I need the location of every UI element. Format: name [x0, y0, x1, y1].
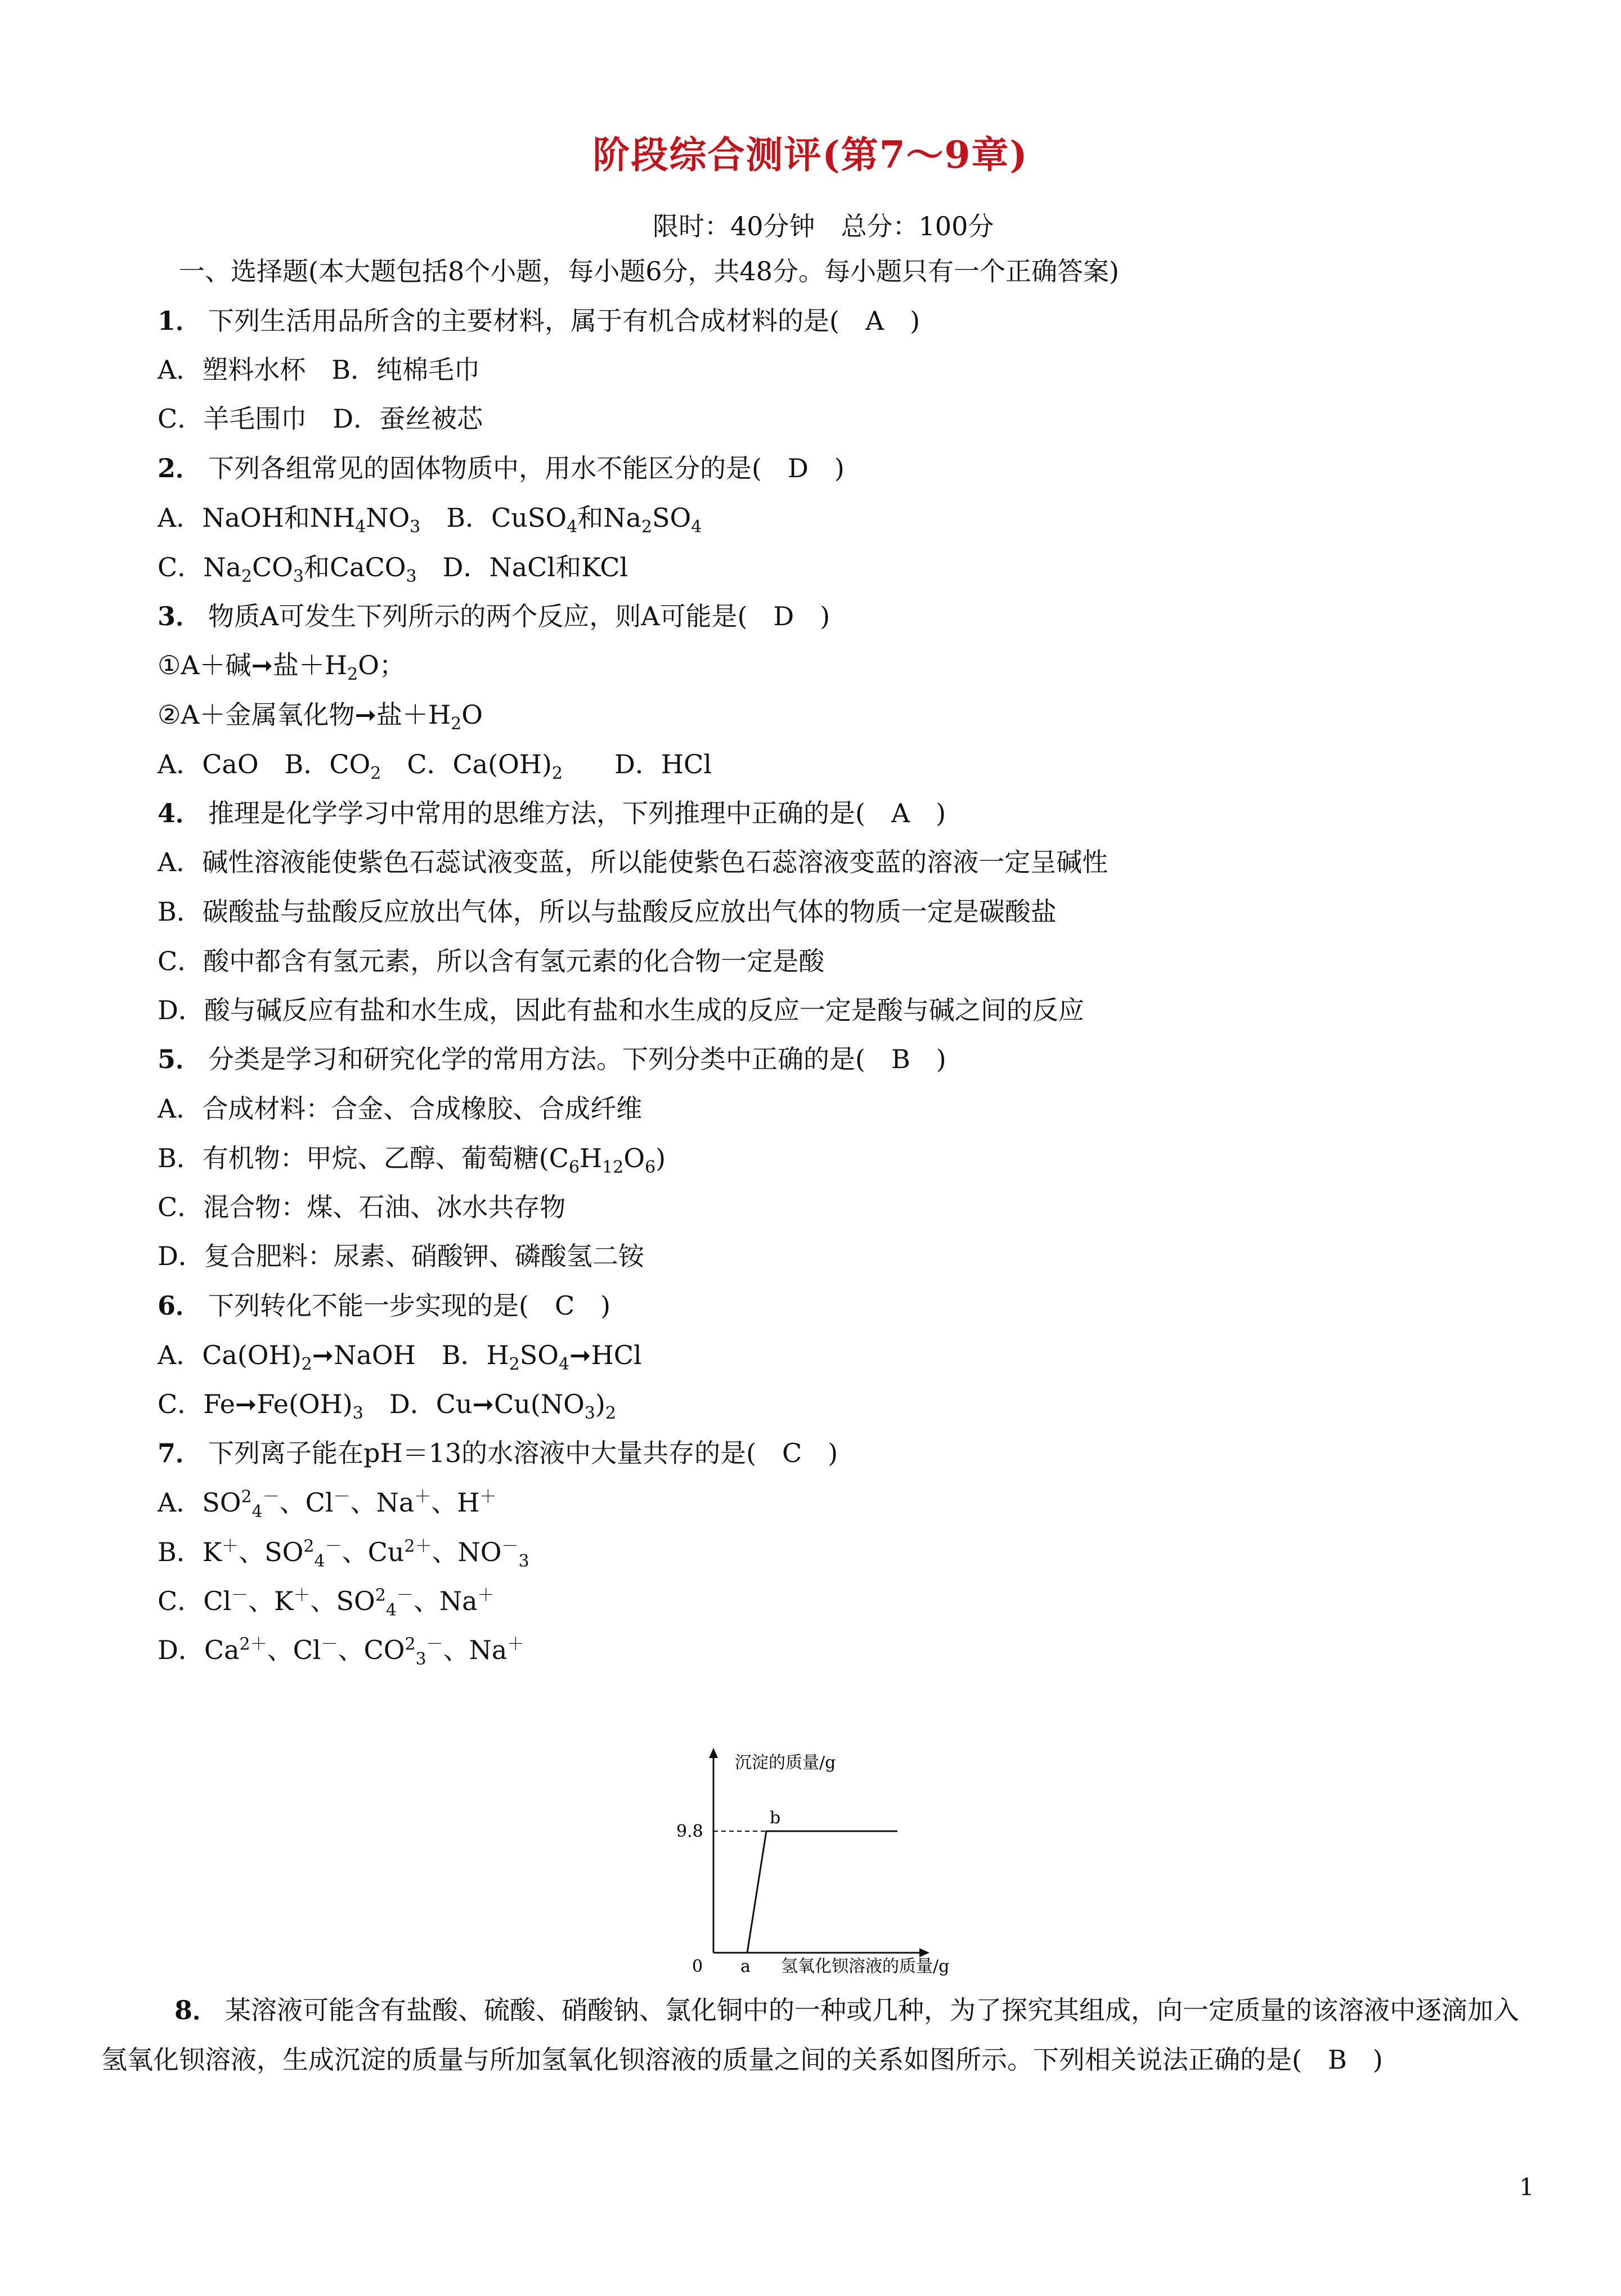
q1-options-cd: C．羊毛围巾 D．蚕丝被芯: [158, 403, 483, 434]
q2-options-cd: C．$Na_2CO_3$和CaCO$_3$ D．NaCl和KCl: [158, 552, 628, 587]
question-stem: 推理是化学学习中常用的思维方法，下列推理中正确的是( A ): [208, 798, 946, 828]
point-a-label: a: [740, 1957, 751, 1976]
q5-option-d: D．复合肥料：尿素、硝酸钾、磷酸氢二铵: [158, 1241, 644, 1271]
origin-label: 0: [692, 1957, 703, 1976]
y-tick-label: 9.8: [676, 1822, 703, 1841]
graph-svg: [670, 1745, 1030, 1981]
precipitate-graph: [670, 1745, 1030, 1981]
question-stem: 下列离子能在pH＝13的水溶液中大量共存的是( C ): [208, 1438, 838, 1468]
q2-options-ab: A．NaOH和$NH_4NO_3$ B．CuSO$_4$和$Na_2SO_4$: [158, 503, 702, 537]
x-axis-label: 氢氧化钡溶液的质量/g: [781, 1957, 950, 1976]
q6-options-ab: A．$Ca(OH)_2➞NaOH$ B．$H_2SO_4➞HCl$: [158, 1340, 642, 1375]
q5-option-b: B．有机物：甲烷、乙醇、葡萄糖$(C_6H_{12}O_6)$: [158, 1143, 666, 1178]
q7-option-d: D．$Ca^{2+}$、Cl－、$CO^2_3^-$、Na＋: [158, 1634, 524, 1670]
question-5: [158, 1041, 946, 1077]
q1-options-ab: A．塑料水杯 B．纯棉毛巾: [158, 355, 481, 385]
q4-option-c: C．酸中都含有氢元素，所以含有氢元素的化合物一定是酸: [158, 946, 825, 976]
question-number: 8．: [174, 1995, 219, 2025]
x-axis-arrow: [919, 1948, 930, 1957]
q7-option-b: B．K＋、$SO^2_4^-$、$Cu^{2+}$、$NO^-_3$: [158, 1536, 529, 1572]
question-number: 7．: [158, 1438, 202, 1468]
q7-option-a: A．$SO^2_4^-$、Cl－、Na＋、H＋: [158, 1487, 497, 1522]
q3-reaction-1: ①A＋碱➞盐$+H_2O$；: [158, 650, 405, 685]
q4-option-d: D．酸与碱反应有盐和水生成，因此有盐和水生成的反应一定是酸与碱之间的反应: [158, 995, 1084, 1025]
q5-option-a: A．合成材料：合金、合成橡胶、合成纤维: [158, 1093, 643, 1124]
question-7: [158, 1435, 838, 1471]
y-axis-arrow: [709, 1748, 718, 1758]
question-stem: 分类是学习和研究化学的常用方法。下列分类中正确的是( B ): [208, 1044, 946, 1074]
q5-option-c: C．混合物：煤、石油、冰水共存物: [158, 1192, 566, 1222]
question-6: [158, 1288, 610, 1324]
question-stem: 下列各组常见的固体物质中，用水不能区分的是( D ): [208, 453, 845, 483]
question-4: [158, 795, 946, 831]
point-b-label: b: [770, 1808, 781, 1828]
question-stem: 物质A可发生下列所示的两个反应，则A可能是( D ): [208, 601, 830, 631]
page-number: 1: [1519, 2173, 1534, 2201]
question-number: 6．: [158, 1290, 202, 1321]
question-8: [101, 1985, 1530, 2084]
y-axis-label: 沉淀的质量/g: [735, 1753, 836, 1773]
time-and-score: 限时：40分钟 总分：100分: [653, 211, 994, 241]
question-3: [158, 598, 830, 634]
question-stem: 某溶液可能含有盐酸、硫酸、硝酸钠、氯化铜中的一种或几种，为了探究其组成，向一定质量的该溶液中逐滴加入氢氧化钡溶液，生成沉淀的质量与所加氢氧化钡溶液的质量之间的关系如图所示。下列相关说法正确的是( B ): [101, 1995, 1520, 2075]
q7-option-c: C．Cl－、K＋、$SO^2_4^-$、Na＋: [158, 1585, 495, 1621]
precipitate-curve: [747, 1831, 897, 1953]
section-header: 一、选择题(本大题包括8个小题，每小题6分，共48分。每小题只有一个正确答案): [179, 256, 1119, 286]
question-stem: 下列生活用品所含的主要材料，属于有机合成材料的是( A ): [208, 306, 920, 336]
question-stem: 下列转化不能一步实现的是( C ): [208, 1290, 611, 1321]
q4-option-a: A．碱性溶液能使紫色石蕊试液变蓝，所以能使紫色石蕊溶液变蓝的溶液一定呈碱性: [158, 847, 1108, 877]
question-1: [158, 303, 920, 339]
q4-option-b: B．碳酸盐与盐酸反应放出气体，所以与盐酸反应放出气体的物质一定是碳酸盐: [158, 896, 1057, 927]
page-title: 阶段综合测评(第7～9章): [592, 133, 1029, 177]
q6-options-cd: C．$Fe➞Fe(OH)_3$ D．$Cu➞Cu(NO_3)_2$: [158, 1389, 616, 1424]
question-2: [158, 450, 845, 486]
question-number: 1．: [158, 306, 202, 336]
q3-options: A．CaO B．$CO_2$ C．$Ca(OH)_2$ D．HCl: [158, 749, 712, 784]
question-number: 2．: [158, 453, 202, 483]
question-number: 3．: [158, 601, 202, 631]
question-number: 4．: [158, 798, 202, 828]
question-number: 5．: [158, 1044, 202, 1074]
q3-reaction-2: ②A＋金属氧化物➞盐$+H_2O$: [158, 699, 483, 734]
